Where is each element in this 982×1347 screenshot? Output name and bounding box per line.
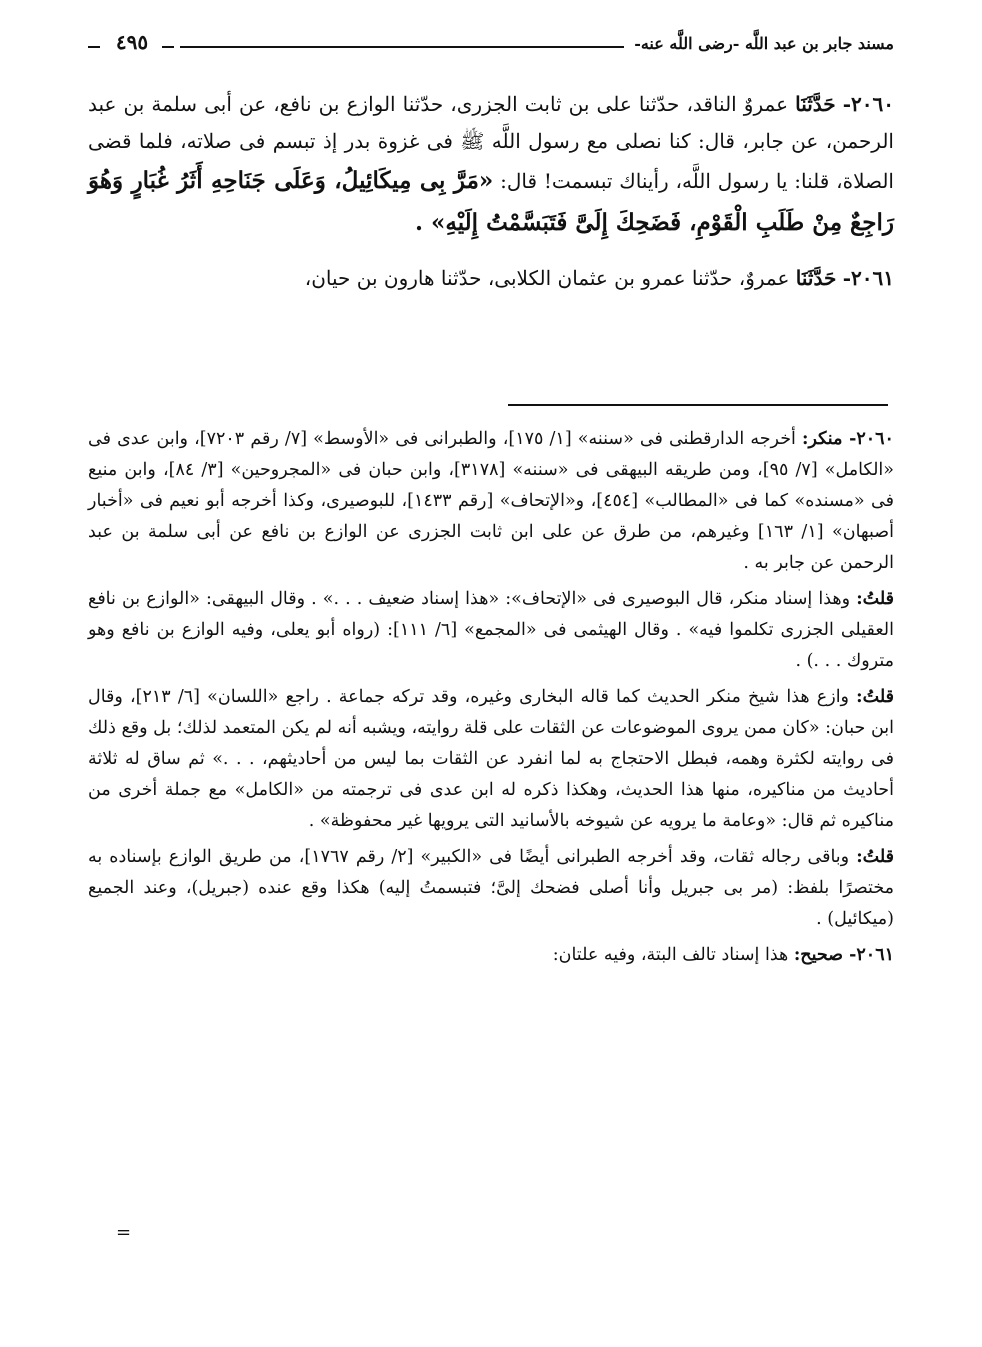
hadith-number: ٢٠٦٠- bbox=[842, 92, 895, 116]
header-rule bbox=[180, 46, 624, 48]
footnote-text: أخرجه الدارقطنى فى «سننه» [١/ ١٧٥]، والطبرانى فى «الأوسط» [٧/ رقم ٧٢٠٣]، وابن عدى فى «الكامل» [٧/ ٩٥]، ومن طريقه البيهقى فى «سننه» [٣١٧٨]، وابن حبان فى «المجروحين» [٣/ ٨٤]، وابن منيع فى «مسنده» كما فى «المطالب» [٤٥٤]، و«الإتحاف» [رقم ١٤٣٣]، للبوصيرى، وكذا أخرجه أبو نعيم فى «أخبار أصبهان» [١/ ١٦٣] وغيرهم، من طرق عن على ابن ثابت الجزرى عن الوازع بن نافع عن أبى سلمة بن عبد الرحمن عن جابر به . bbox=[88, 429, 894, 573]
hadith-isnad: عمروٌ، حدّثنا عمرو بن عثمان الكلابى، حدّثنا هارون بن حيان، bbox=[304, 266, 790, 290]
page-number: ٤٩٥ bbox=[88, 30, 176, 54]
footnote-text: وهذا إسناد منكر، قال البوصيرى فى «الإتحاف»: «هذا إسناد ضعيف . . .» . وقال البيهقى: «الوازع بن نافع العقيلى الجزرى تكلموا فيه» . وقال الهيثمى فى «المجمع» [٦/ ١١١]: (رواه أبو يعلى، وفيه الوازع بن نافع وهو متروك . . .) . bbox=[88, 589, 894, 671]
footnote-lead: ٢٠٦١- صحيح: bbox=[793, 945, 894, 965]
hadith-number: ٢٠٦١- bbox=[842, 266, 894, 290]
footnote-remark-3 bbox=[88, 842, 894, 935]
footnote-remark-1 bbox=[88, 584, 894, 677]
footnotes bbox=[88, 424, 894, 976]
footnote-remark-2 bbox=[88, 682, 894, 837]
qultu-label: قلتُ: bbox=[856, 847, 894, 867]
footnote-2060 bbox=[88, 424, 894, 579]
running-header bbox=[88, 30, 894, 62]
continuation-mark: = bbox=[116, 1222, 132, 1243]
footnote-2061 bbox=[88, 940, 894, 971]
main-text bbox=[88, 86, 894, 313]
haddathana-word: حَدَّثَنَا bbox=[795, 92, 836, 116]
hadith-2061 bbox=[88, 260, 894, 297]
qultu-label: قلتُ: bbox=[856, 687, 894, 707]
qultu-label: قلتُ: bbox=[856, 589, 894, 609]
footnote-text: وباقى رجاله ثقات، وقد أخرجه الطبرانى أيضًا فى «الكبير» [٢/ رقم ١٧٦٧]، من طريق الوازع بإسناده به مختصرًا بلفظ: (مر بى جبريل وأنا أصلى فضحك إلىَّ؛ فتبسمتُ إليه) هكذا وقع عنده (جبريل)، وعند الجميع (ميكائيل) . bbox=[88, 847, 894, 929]
hadith-matn: «مَرَّ بِى مِيكَائِيلُ، وَعَلَى جَنَاحِهِ أَثَرُ غُبَارٍ وَهُوَ رَاجِعٌ مِنْ طَلَبِ الْقَوْمِ، فَضَحِكَ إِلَىَّ فَتَبَسَّمْتُ إِلَيْهِ» . bbox=[88, 167, 894, 236]
hadith-isnad: عمروٌ الناقد، حدّثنا على بن ثابت الجزرى، حدّثنا الوازع بن نافع، عن أبى سلمة بن عبد الرحمن، عن جابر، قال: كنا نصلى مع رسول اللَّه ﷺ فى غزوة بدر إذ تبسم فى صلاته، فلما قضى الصلاة، قلنا: يا رسول اللَّه، رأيناك تبسمت! قال: bbox=[88, 92, 894, 193]
running-title: مسند جابر بن عبد اللَّه -رضى اللَّه عنه- bbox=[634, 34, 894, 53]
footnote-text: هذا إسناد تالف البتة، وفيه علتان: bbox=[552, 945, 789, 965]
haddathana-word: حَدَّثَنَا bbox=[795, 266, 837, 290]
footnote-separator bbox=[508, 404, 888, 406]
hadith-2060 bbox=[88, 86, 894, 244]
footnote-lead: ٢٠٦٠- منكر: bbox=[802, 429, 894, 449]
footnote-text: وازع هذا شيخ منكر الحديث كما قاله البخارى وغيره، وقد تركه جماعة . راجع «اللسان» [٦/ ٢١٣]، وقال ابن حبان: «كان ممن يروى الموضوعات عن الثقات على قلة روايته، ويشبه أنه لم يكن المتعمد لذلك؛ بل وقع ذلك فى روايته لكثرة وهمه، فبطل الاحتجاج به لما انفرد عن الثقات بما ليس من أحاديثهم، . . .» ثم ساق له ثلاثة أحاديث من مناكيره، منها هذا الحديث، وهكذا ذكره له ابن عدى فى ترجمته من «الكامل» مع جملة أخرى من مناكيره ثم قال: «وعامة ما يرويه عن شيوخه بالأسانيد التى يرويها غير محفوظة» . bbox=[88, 687, 894, 831]
